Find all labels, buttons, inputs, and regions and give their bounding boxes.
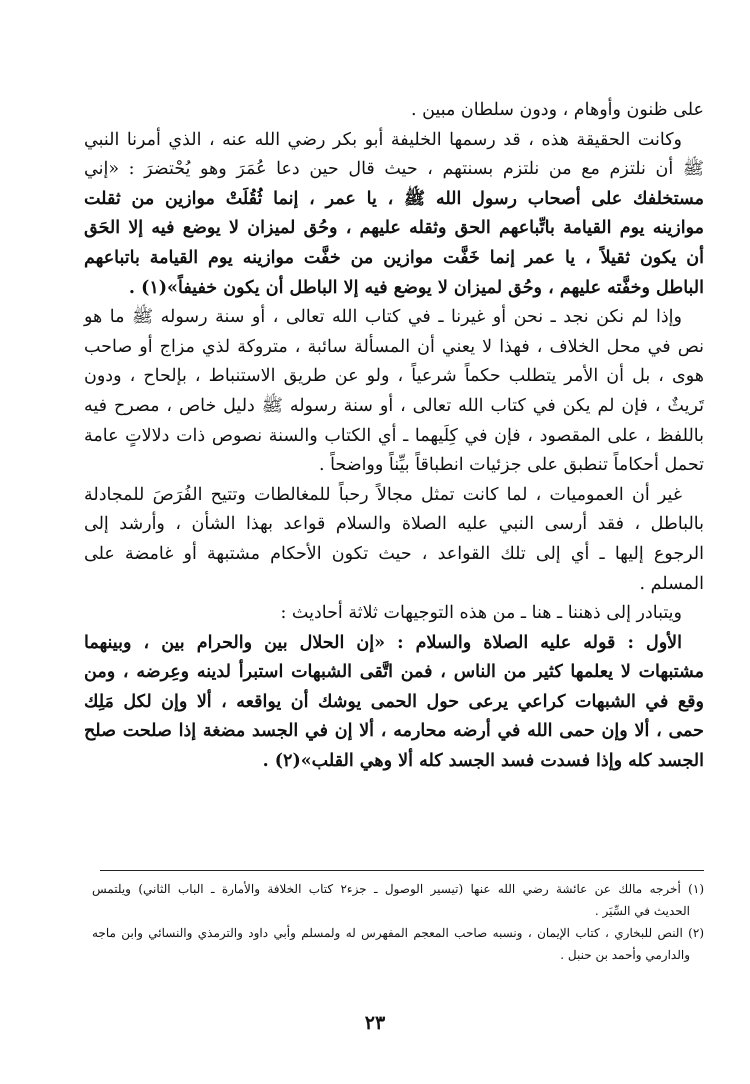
text-line: الجسد كله وإذا فسدت فسد الجسد كله ألا وهي القلب»(٢) . (262, 751, 704, 772)
text-line: موازينه يوم القيامة باتِّباعهم الحق وثقله عليهم ، وحُق لميزان لا يوضع فيه إلا الحَق (84, 218, 704, 239)
text-line: المسلم . (639, 573, 704, 594)
text-line: هوى ، بل أن الأمر يتطلب حكماً شرعياً ، ولو عن طريق الاستنباط ، بإلحاح ، ودون (84, 366, 704, 387)
footnote-line: (٢) النص للبخاري ، كتاب الإيمان ، ونسبه صاحب المعجم المفهرس له ولمسلم وأبي داود والترمذي والنسائي وابن ماجه (92, 926, 704, 940)
footnotes (92, 878, 704, 966)
text-line: تَريثٌ ، فإن لم يكن في كتاب الله تعالى ، أو سنة رسوله ﷺ دليل خاص ، مصرح فيه (84, 395, 704, 416)
text-line: غير أن العموميات ، لما كانت تمثل مجالاً رحباً للمغالطات وتتيح الفُرَصَ للمجادلة (84, 484, 682, 505)
text-line: ويتبادر إلى ذهننا ـ هنا ـ من هذه التوجيهات ثلاثة أحاديث : (280, 603, 682, 624)
text-line: مشتبهات لا يعلمها كثير من الناس ، فمن اتَّقى الشبهات استبرأ لدينه وعِرضه ، ومن (84, 662, 704, 683)
text-line: وكانت الحقيقة هذه ، قد رسمها الخليفة أبو بكر رضي الله عنه ، الذي أمرنا النبي (84, 129, 682, 150)
text-line: باللفظ ، على المقصود ، فإن في كِلَيهما ـ أي الكتاب والسنة نصوص ذات دلالاتٍ عامة (84, 425, 704, 446)
page-number: ٢٣ (364, 1012, 386, 1034)
text-line: على ظنون وأوهام ، ودون سلطان مبين . (410, 100, 704, 120)
text-line: الأول : قوله عليه الصلاة والسلام : «إن الحلال بين والحرام بين ، وبينهما (84, 632, 682, 653)
text-line: نص في محل الخلاف ، فهذا لا يعني أن المسألة سائبة ، متروكة لذي مزاج أو صاحب (84, 336, 704, 357)
text-line: بالباطل ، فقد أرسى النبي عليه الصلاة والسلام قواعد بهذا الشأن ، وأرشد إلى (84, 514, 704, 535)
body-text (84, 96, 704, 777)
text-line: حمى ، ألا وإن حمى الله في أرضه محارمه ، ألا إن في الجسد مضغة إذا صلحت صلح (84, 721, 704, 742)
text-line: الرجوع إليها ـ أي إلى تلك القواعد ، حيث تكون الأحكام مشتبهة أو غامضة على (84, 543, 704, 564)
text-line: الباطل وخفَّته عليهم ، وحُق لميزان لا يوضع فيه إلا الباطل أن يكون خفيفاً»(١) . (128, 277, 704, 298)
footnote-line: الحديث في السِّيَر . (594, 904, 690, 918)
footnote-divider (100, 870, 704, 871)
footnote-line: والدارمي وأحمد بن حنبل . (560, 948, 690, 962)
text-line: وإذا لم نكن نجد ـ نحن أو غيرنا ـ في كتاب الله تعالى ، أو سنة رسوله ﷺ ما هو (84, 307, 682, 328)
text-line: ﷺ أن نلتزم مع من نلتزم بسنتهم ، حيث قال حين دعا عُمَرَ وهو يُحْتضرَ : «إني (84, 159, 704, 180)
text-line: مستخلفك على أصحاب رسول الله ﷺ ، يا عمر ، إنما ثُقُلَتْ موازين من ثقلت (84, 188, 704, 209)
text-line: وقع في الشبهات كراعي يرعى حول الحمى يوشك أن يواقعه ، ألا وإن لكل مَلِك (84, 691, 704, 712)
text-line: تحمل أحكاماً تنطبق على جزئيات انطباقاً بيِّناً وواضحاً . (318, 455, 704, 476)
footnote-line: (١) أخرجه مالك عن عائشة رضي الله عنها (تيسير الوصول ـ جزء٢ كتاب الخلافة والأمارة ـ الباب الثاني) ويلتمس (92, 882, 704, 896)
text-line: أن يكون ثقيلاً ، يا عمر إنما خَفَّت موازين من خفَّت موازينه يوم القيامة باتباعهم (84, 247, 704, 268)
